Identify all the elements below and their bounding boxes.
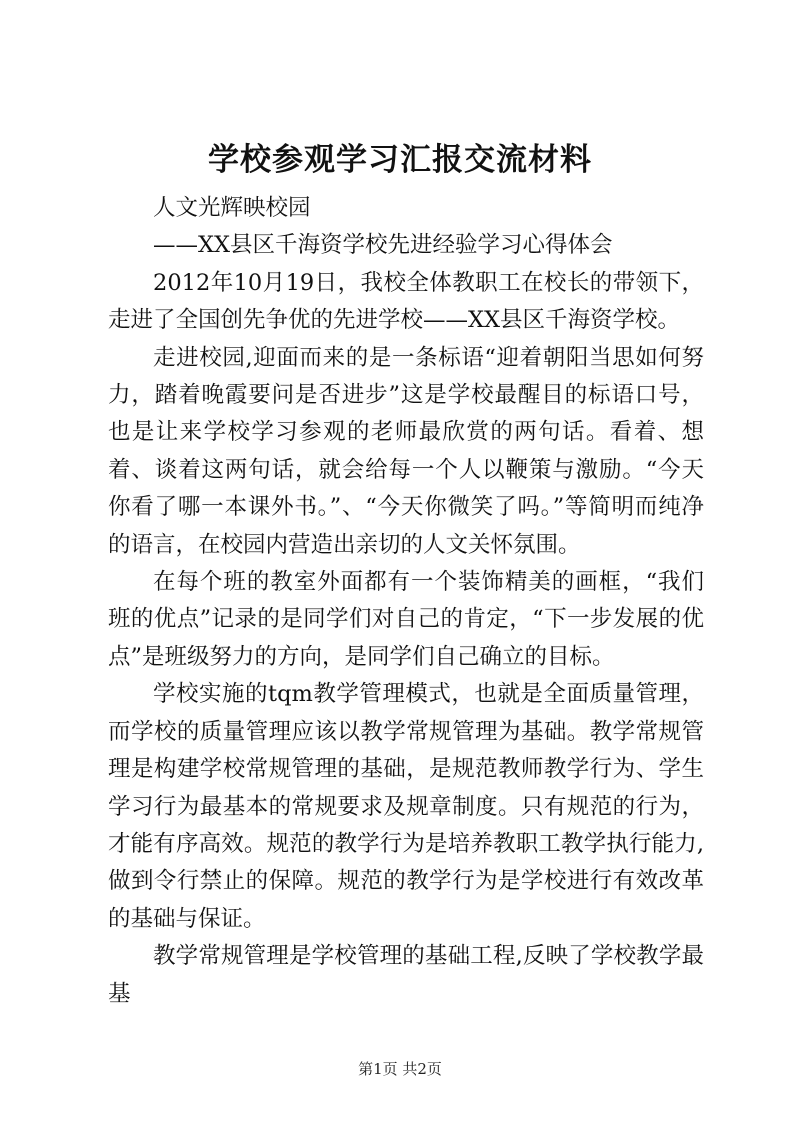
document-title: 学校参观学习汇报交流材料 xyxy=(208,142,592,178)
document-body xyxy=(108,190,704,1013)
paragraph-slogan: 走进校园,迎面而来的是一条标语“迎着朝阳当思如何努力，踏着晚霞要问是否进步”这是学校最醒目的标语口号，也是让来学校学习参观的老师最欣赏的两句话。看着、想着、谈着这两句话，就会给每一个人以鞭策与激励。“今天你看了哪一本课外书。”、“今天你微笑了吗。”等简明而纯净的语言，在校园内营造出亲切的人文关怀氛围。 xyxy=(108,344,704,558)
subtitle: 人文光辉映校园 xyxy=(153,195,311,221)
paragraph-class-frames: 在每个班的教室外面都有一个装饰精美的画框，“我们班的优点”记录的是同学们对自己的肯定，“下一步发展的优点”是班级努力的方向，是同学们自己确立的目标。 xyxy=(108,569,704,670)
paragraph-tqm: 学校实施的tqm教学管理模式，也就是全面质量管理，而学校的质量管理应该以教学常规管理为基础。教学常规管理是构建学校常规管理的基础，是规范教师教学行为、学生学习行为最基本的常规要求及规章制度。只有规范的行为，才能有序高效。规范的教学行为是培养教职工教学执行能力,做到令行禁止的保障。规范的教学行为是学校进行有效改革的基础与保证。 xyxy=(108,681,704,932)
paragraph-teaching-routine: 教学常规管理是学校管理的基础工程,反映了学校教学最基 xyxy=(108,943,704,1007)
paragraph-visit-date: 2012年10月19日，我校全体教职工在校长的带领下，走进了全国创先争优的先进学校——XX县区千海资学校。 xyxy=(108,269,704,334)
subheading: ——XX县区千海资学校先进经验学习心得体会 xyxy=(153,232,613,259)
page-footer: 第1页 共2页 xyxy=(358,1060,442,1078)
